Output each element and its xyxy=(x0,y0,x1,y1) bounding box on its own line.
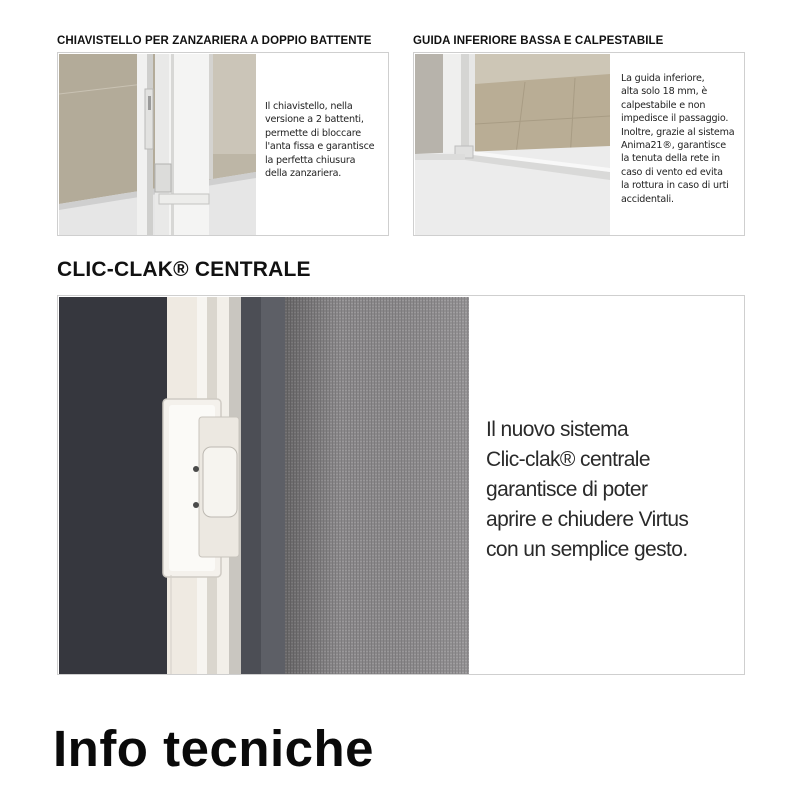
section1-line: permette di bloccare xyxy=(265,127,361,139)
section1-line: la perfetta chiusura xyxy=(265,154,356,166)
clic-clak-illustration xyxy=(59,297,469,674)
section2-line: alta solo 18 mm, è xyxy=(621,86,708,98)
section1-panel xyxy=(57,52,389,236)
info-title: Info tecniche xyxy=(53,720,375,777)
section2-line: la tenuta della rete in xyxy=(621,153,720,165)
section2-line: caso di vento ed evita xyxy=(621,166,723,178)
bottom-guide-photo xyxy=(415,54,610,235)
section1-line: Il chiavistello, nella xyxy=(265,101,353,112)
section2-line: calpestabile e non xyxy=(621,99,706,111)
section2-line: Inoltre, grazie al sistema xyxy=(621,126,735,138)
latch-photo xyxy=(59,54,256,235)
section2-line: Anima21®, garantisce xyxy=(621,140,726,152)
section3-line: aprire e chiudere Virtus xyxy=(486,508,689,531)
section3-panel xyxy=(57,295,745,675)
section1-line: versione a 2 battenti, xyxy=(265,114,364,126)
section2-line: impedisce il passaggio. xyxy=(621,113,729,125)
section3-line: con un semplice gesto. xyxy=(486,538,688,561)
section3-line: garantisce di poter xyxy=(486,478,648,501)
section2-line: accidentali. xyxy=(621,193,674,205)
section1-title: CHIAVISTELLO PER ZANZARIERA A DOPPIO BATTENTE xyxy=(57,35,372,47)
section2-line: la rottura in caso di urti xyxy=(621,180,729,192)
section3-line: Clic-clak® centrale xyxy=(486,448,650,471)
section2-panel xyxy=(413,52,745,236)
section1-line: della zanzariera. xyxy=(265,168,342,180)
bottom-guide-illustration xyxy=(415,54,610,235)
section2-line: La guida inferiore, xyxy=(621,73,705,84)
section1-line: l'anta fissa e garantisce xyxy=(265,141,375,153)
clic-clak-photo xyxy=(59,297,469,674)
section2-description xyxy=(621,72,743,206)
section2-title: GUIDA INFERIORE BASSA E CALPESTABILE xyxy=(413,35,664,47)
section3-line: Il nuovo sistema xyxy=(486,418,629,441)
section1-description xyxy=(265,100,385,180)
section3-title: CLIC-CLAK® CENTRALE xyxy=(57,258,311,281)
latch-illustration xyxy=(59,54,256,235)
section3-description xyxy=(486,415,688,565)
